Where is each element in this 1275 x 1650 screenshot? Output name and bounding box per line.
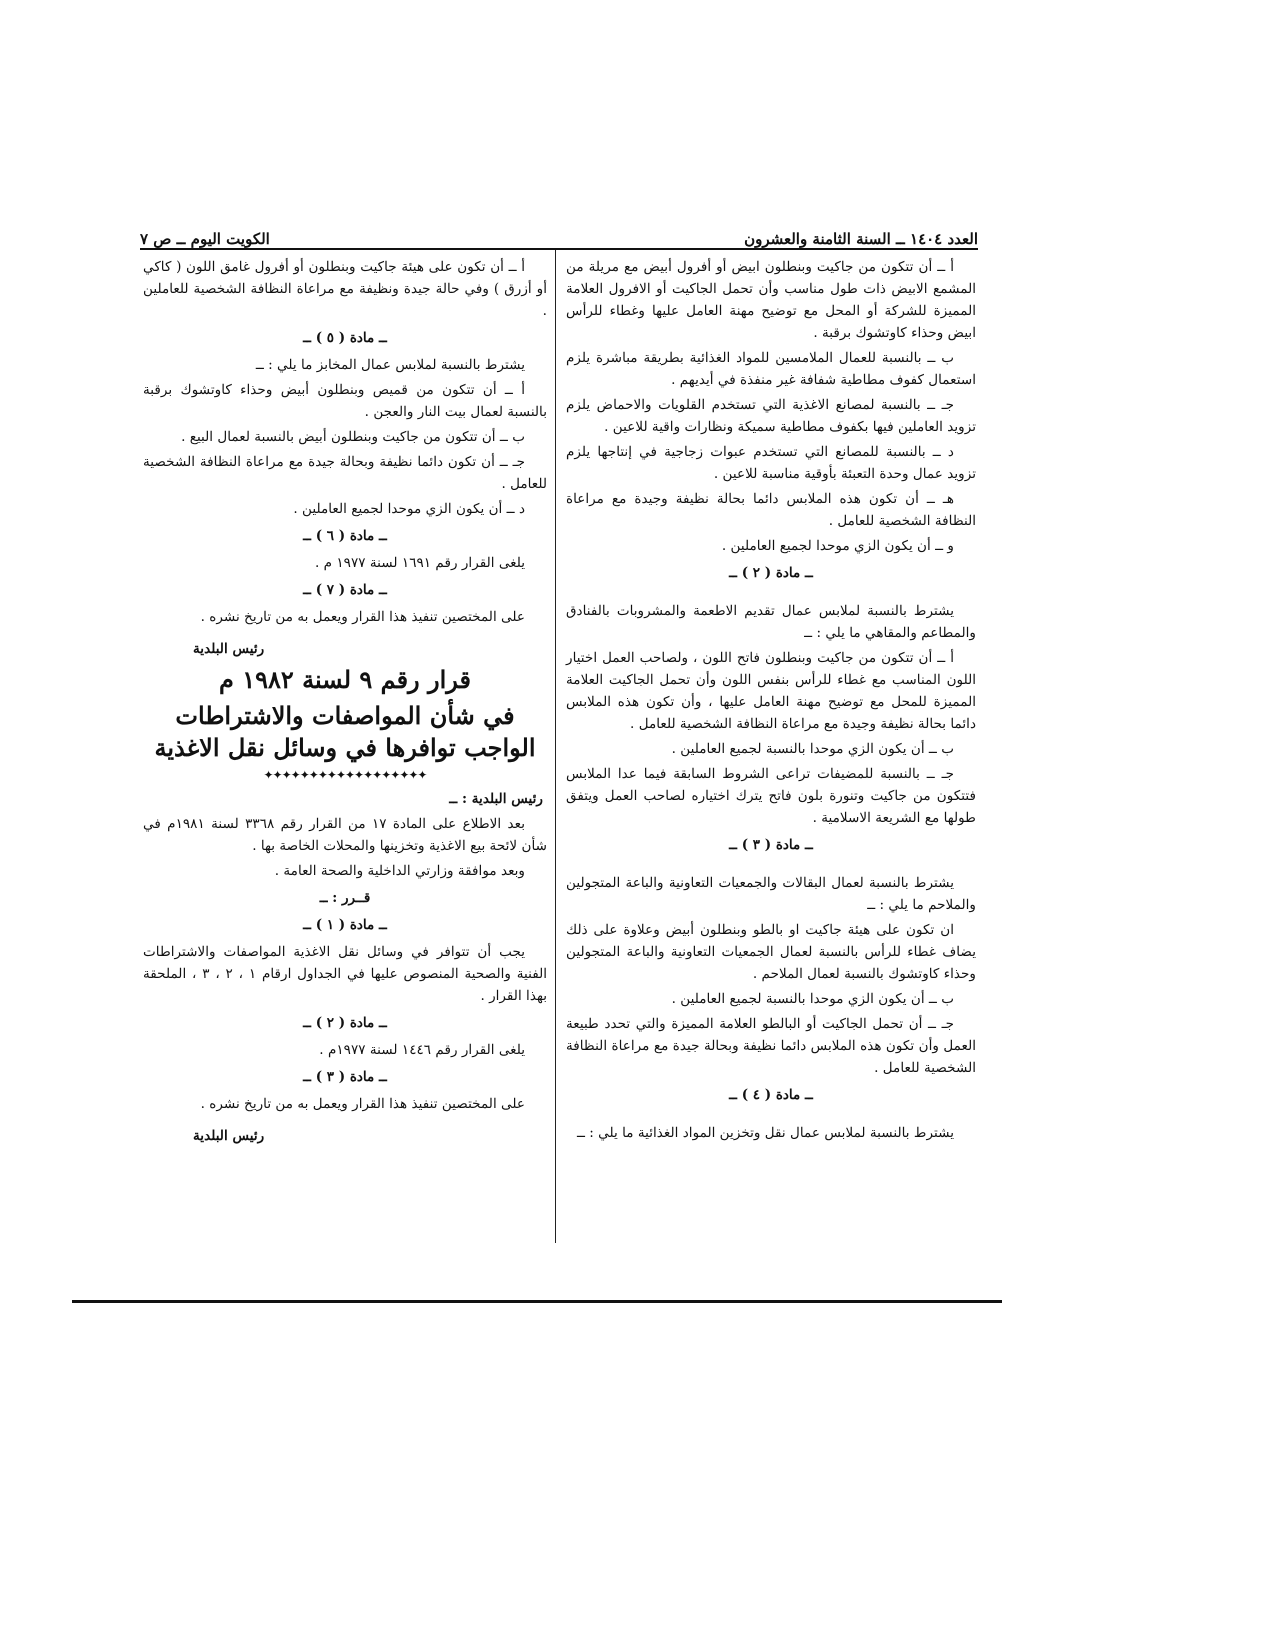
- article-intro: يشترط بالنسبة لملابس عمال المخابز ما يلي : ــ: [255, 357, 525, 373]
- clause-b: ب ــ أن يكون الزي موحدا بالنسبة لجميع العاملين .: [671, 741, 954, 757]
- ornament-divider: ✦✦✦✦✦✦✦✦✦✦✦✦✦✦✦✦✦✦: [263, 768, 427, 782]
- decree-subtitle: في شأن المواصفات والاشتراطات الواجب توافرها في وسائل نقل الاغذية: [154, 701, 536, 762]
- article-heading: ــ مادة ( ٣ ) ــ: [729, 837, 813, 853]
- clause-e: هـ ــ أن تكون هذه الملابس دائما بحالة نظيفة وجيدة مع مراعاة النظافة الشخصية للعامل .: [566, 491, 976, 529]
- issuer: رئيس البلدية : ــ: [449, 791, 543, 807]
- clause-a: أ ــ أن تتكون من جاكيت وبنطلون ابيض أو أفرول أبيض مع مريلة من المشمع الابيض ذات طول مناسب وأن تحمل الجاكيت أو الافرول العلامة المميزة للشركة أو المحل مع توضيح مهنة العامل عليها وغطاء للرأس ابيض وحذاء كاوتشوك برقبة .: [566, 259, 976, 341]
- clause-b: ب ــ أن يكون الزي موحدا بالنسبة لجميع العاملين .: [671, 991, 954, 1007]
- clause-b: ب ــ بالنسبة للعمال الملامسين للمواد الغذائية بطريقة مباشرة يلزم استعمال كفوف مطاطية شفافة غير منفذة في أيديهم .: [566, 350, 976, 388]
- article-text: يلغى القرار رقم ١٦٩١ لسنة ١٩٧٧ م .: [314, 555, 525, 571]
- article-heading: ــ مادة ( ١ ) ــ: [303, 917, 387, 933]
- signature: رئيس البلدية: [193, 1128, 265, 1144]
- bottom-rule: [72, 1300, 1002, 1303]
- decides-heading: قــرر : ــ: [319, 890, 371, 906]
- article-heading: ــ مادة ( ٢ ) ــ: [729, 565, 813, 581]
- clause-c: جـ ــ بالنسبة للمضيفات تراعى الشروط السابقة فيما عدا الملابس فتتكون من جاكيت وتنورة بلون فاتح يترك اختياره لصاحب العمل ويتفق طولها مع الشريعة الاسلامية .: [566, 766, 976, 826]
- clause-b: ب ــ أن تتكون من جاكيت وبنطلون أبيض بالنسبة لعمال البيع .: [181, 429, 525, 445]
- article-text: على المختصين تنفيذ هذا القرار ويعمل به من تاريخ نشره .: [200, 1096, 525, 1112]
- right-column: [566, 256, 976, 1147]
- article-intro: يشترط بالنسبة لعمال البقالات والجمعيات التعاونية والباعة المتجولين والملاحم ما يلي : ــ: [566, 875, 976, 913]
- article-heading: ــ مادة ( ٥ ) ــ: [303, 330, 387, 346]
- decree-title: قرار رقم ٩ لسنة ١٩٨٢ م: [219, 665, 471, 694]
- clause-d: د ــ أن يكون الزي موحدا لجميع العاملين .: [293, 501, 525, 517]
- clause-a: أ ــ أن تكون على هيئة جاكيت وبنطلون أو أفرول غامق اللون ( كاكي أو أزرق ) وفي حالة جيدة ونظيفة مع مراعاة النظافة الشخصية للعاملين .: [143, 259, 547, 319]
- preamble: بعد الاطلاع على المادة ١٧ من القرار رقم ٣٣٦٨ لسنة ١٩٨١م في شأن لائحة بيع الاغذية وتخزينها والمحلات الخاصة بها .: [143, 816, 547, 854]
- article-intro: يشترط بالنسبة لملابس عمال تقديم الاطعمة والمشروبات بالفنادق والمطاعم والمقاهي ما يلي : ــ: [566, 603, 976, 641]
- clause-a: أ ــ أن تتكون من قميص وبنطلون أبيض وحذاء كاوتشوك برقبة بالنسبة لعمال بيت النار والعجن .: [143, 382, 547, 420]
- page-header: [140, 222, 978, 248]
- publication-page: الكويت اليوم ــ ص ٧: [140, 230, 270, 248]
- article-text: على المختصين تنفيذ هذا القرار ويعمل به من تاريخ نشره .: [200, 609, 525, 625]
- clause-d: د ــ بالنسبة للمصانع التي تستخدم عبوات زجاجية في إنتاجها يلزم تزويد عمال وحدة التعبئة بأوقية مناسبة للاعين .: [566, 444, 976, 482]
- clause-c: جـ ــ أن تحمل الجاكيت أو البالطو العلامة المميزة والتي تحدد طبيعة العمل وأن تكون هذه الملابس دائما نظيفة وبحالة جيدة مع مراعاة النظافة الشخصية للعامل .: [566, 1016, 976, 1076]
- issue-info: العدد ١٤٠٤ ــ السنة الثامنة والعشرون: [744, 230, 978, 248]
- clause-f: و ــ أن يكون الزي موحدا لجميع العاملين .: [721, 538, 954, 554]
- header-rule: [140, 248, 978, 250]
- article-intro: يشترط بالنسبة لملابس عمال نقل وتخزين المواد الغذائية ما يلي : ــ: [576, 1125, 954, 1141]
- article-heading: ــ مادة ( ٦ ) ــ: [303, 528, 387, 544]
- clause-c: جـ ــ أن تكون دائما نظيفة وبحالة جيدة مع مراعاة النظافة الشخصية للعامل .: [143, 454, 547, 492]
- article-text: يجب أن تتوافر في وسائل نقل الاغذية المواصفات والاشتراطات الفنية والصحية المنصوص عليها في الجداول ارقام ١ ، ٢ ، ٣ ، الملحقة بهذا القرار .: [143, 944, 548, 1004]
- column-divider: [555, 250, 556, 1243]
- article-text: يلغى القرار رقم ١٤٤٦ لسنة ١٩٧٧م .: [319, 1042, 525, 1058]
- signature: رئيس البلدية: [193, 641, 265, 657]
- clause-a: أ ــ أن تتكون من جاكيت وبنطلون فاتح اللون ، ولصاحب العمل اختيار اللون المناسب مع غطاء للرأس بنفس اللون وأن تحمل الجاكيت العلامة المميزة للمحل مع توضيح مهنة العامل عليها ، وأن تكون هذه الملابس دائما بحالة نظيفة وجيدة مع مراعاة النظافة الشخصية للعامل .: [566, 650, 976, 732]
- clause-c: جـ ــ بالنسبة لمصانع الاغذية التي تستخدم القلويات والاحماض يلزم تزويد العاملين فيها بكفوف مطاطية سميكة ونظارات واقية للاعين .: [566, 397, 976, 435]
- left-column: [143, 256, 547, 1151]
- article-heading: ــ مادة ( ٣ ) ــ: [303, 1069, 387, 1085]
- preamble: وبعد موافقة وزارتي الداخلية والصحة العامة .: [274, 863, 525, 879]
- article-heading: ــ مادة ( ٢ ) ــ: [303, 1015, 387, 1031]
- article-heading: ــ مادة ( ٤ ) ــ: [729, 1087, 813, 1103]
- clause-a: ان تكون على هيئة جاكيت او بالطو وبنطلون أبيض وعلاوة على ذلك يضاف غطاء للرأس بالنسبة لعمال الجمعيات التعاونية والباعة المتجولين وحذاء كاوتشوك بالنسبة لعمال الملاحم .: [566, 922, 976, 982]
- article-heading: ــ مادة ( ٧ ) ــ: [303, 582, 387, 598]
